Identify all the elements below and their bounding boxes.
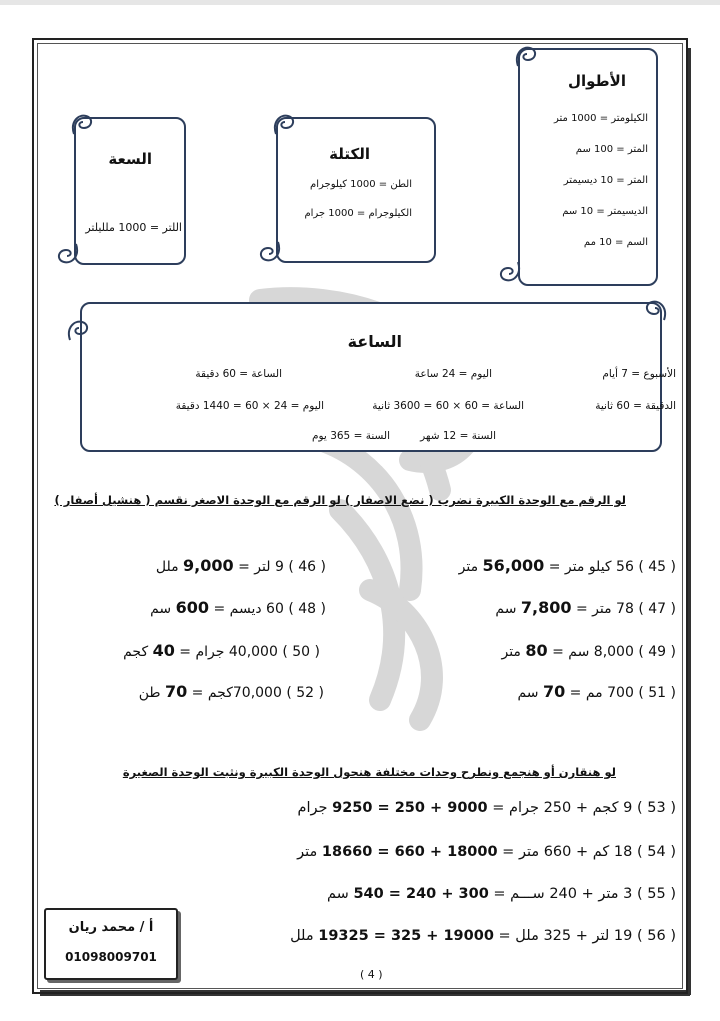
length-title: الأطوال <box>567 72 626 90</box>
author-card <box>44 908 178 980</box>
time-line: الأسبوع = 7 أيام <box>602 368 676 380</box>
time-line: الدقيقة = 60 ثانية <box>595 400 676 412</box>
author-phone: 01098009701 <box>65 950 157 964</box>
exercise-45: ( 45 ) 56 كيلو متر = 56,000 متر <box>458 556 676 575</box>
exercise-55: ( 55 ) 3 متر + 240 ســـم = 300 + 240 = 540 سم <box>327 886 676 902</box>
scroll-curl-icon <box>512 42 542 72</box>
length-line: السم = 10 مم <box>583 237 648 248</box>
exercise-53: ( 53 ) 9 كجم + 250 جرام = 9000 + 250 = 9250 جرام <box>297 800 676 816</box>
scroll-curl-icon <box>254 236 284 266</box>
time-line: السنة = 365 يوم <box>312 430 390 442</box>
length-line: الكيلومتر = 1000 متر <box>553 113 648 124</box>
exercise-51: ( 51 ) 700 مم = 70 سم <box>517 682 676 701</box>
scroll-curl-icon <box>52 238 82 268</box>
time-line: السنة = 12 شهر <box>420 430 496 442</box>
exercise-54: ( 54 ) 18 كم + 660 متر = 18000 + 660 = 18660 متر <box>297 844 676 860</box>
time-line: اليوم = 24 ساعة <box>414 368 492 380</box>
exercise-49: ( 49 ) 8,000 سم = 80 متر <box>501 641 676 660</box>
capacity-line: اللتر = 1000 ملليلتر <box>85 221 182 234</box>
capacity-title: السعة <box>108 150 152 168</box>
scroll-curl-icon <box>68 110 98 140</box>
exercise-52: ( 52 ) 70,000كجم = 70 طن <box>138 682 324 701</box>
scroll-curl-icon <box>270 110 300 140</box>
rule-convert-units: لو هنقارن أو هنجمع ونطرح وحدات مختلفة هنحول الوحدة الكبيرة ونثبت الوحدة الصغيرة <box>122 765 616 779</box>
exercise-50: ( 50 ) 40,000 جرام = 40 كجم <box>123 641 320 660</box>
mass-line: الكيلوجرام = 1000 جرام <box>304 208 412 219</box>
time-line: اليوم = 24 × 60 = 1440 دقيقة <box>175 400 324 412</box>
page-number: ( 4 ) <box>360 968 383 981</box>
exercise-47: ( 47 ) 78 متر = 7,800 سم <box>495 598 676 617</box>
mass-line: الطن = 1000 كيلوجرام <box>310 179 412 190</box>
rule-multiply-divide: لو الرقم مع الوحدة الكبيرة نضرب ( نضع الاصفار ) لو الرقم مع الوحدة الاصغر نقسم ( هنشيل أصفار ) <box>54 493 626 507</box>
top-divider <box>0 0 720 5</box>
length-line: المتر = 100 سم <box>575 144 648 155</box>
scroll-curl-icon <box>64 316 94 346</box>
exercise-48: ( 48 ) 60 ديسم = 600 سم <box>150 598 326 617</box>
time-line: الساعة = 60 × 60 = 3600 ثانية <box>372 400 524 412</box>
time-title: الساعة <box>347 332 402 351</box>
time-line: الساعة = 60 دقيقة <box>195 368 282 380</box>
mass-title: الكتلة <box>329 145 370 163</box>
length-line: الديسيمتر = 10 سم <box>562 206 648 217</box>
exercise-46: ( 46 ) 9 لتر = 9,000 ملل <box>155 556 326 575</box>
scroll-curl-icon <box>640 296 670 326</box>
exercise-56: ( 56 ) 19 لتر + 325 ملل = 19000 + 325 = 19325 ملل <box>290 928 676 944</box>
length-line: المتر = 10 ديسيمتر <box>563 175 648 186</box>
scroll-curl-icon <box>494 256 524 286</box>
author-name: أ / محمد ريان <box>68 920 154 935</box>
mass-scroll <box>276 117 436 263</box>
